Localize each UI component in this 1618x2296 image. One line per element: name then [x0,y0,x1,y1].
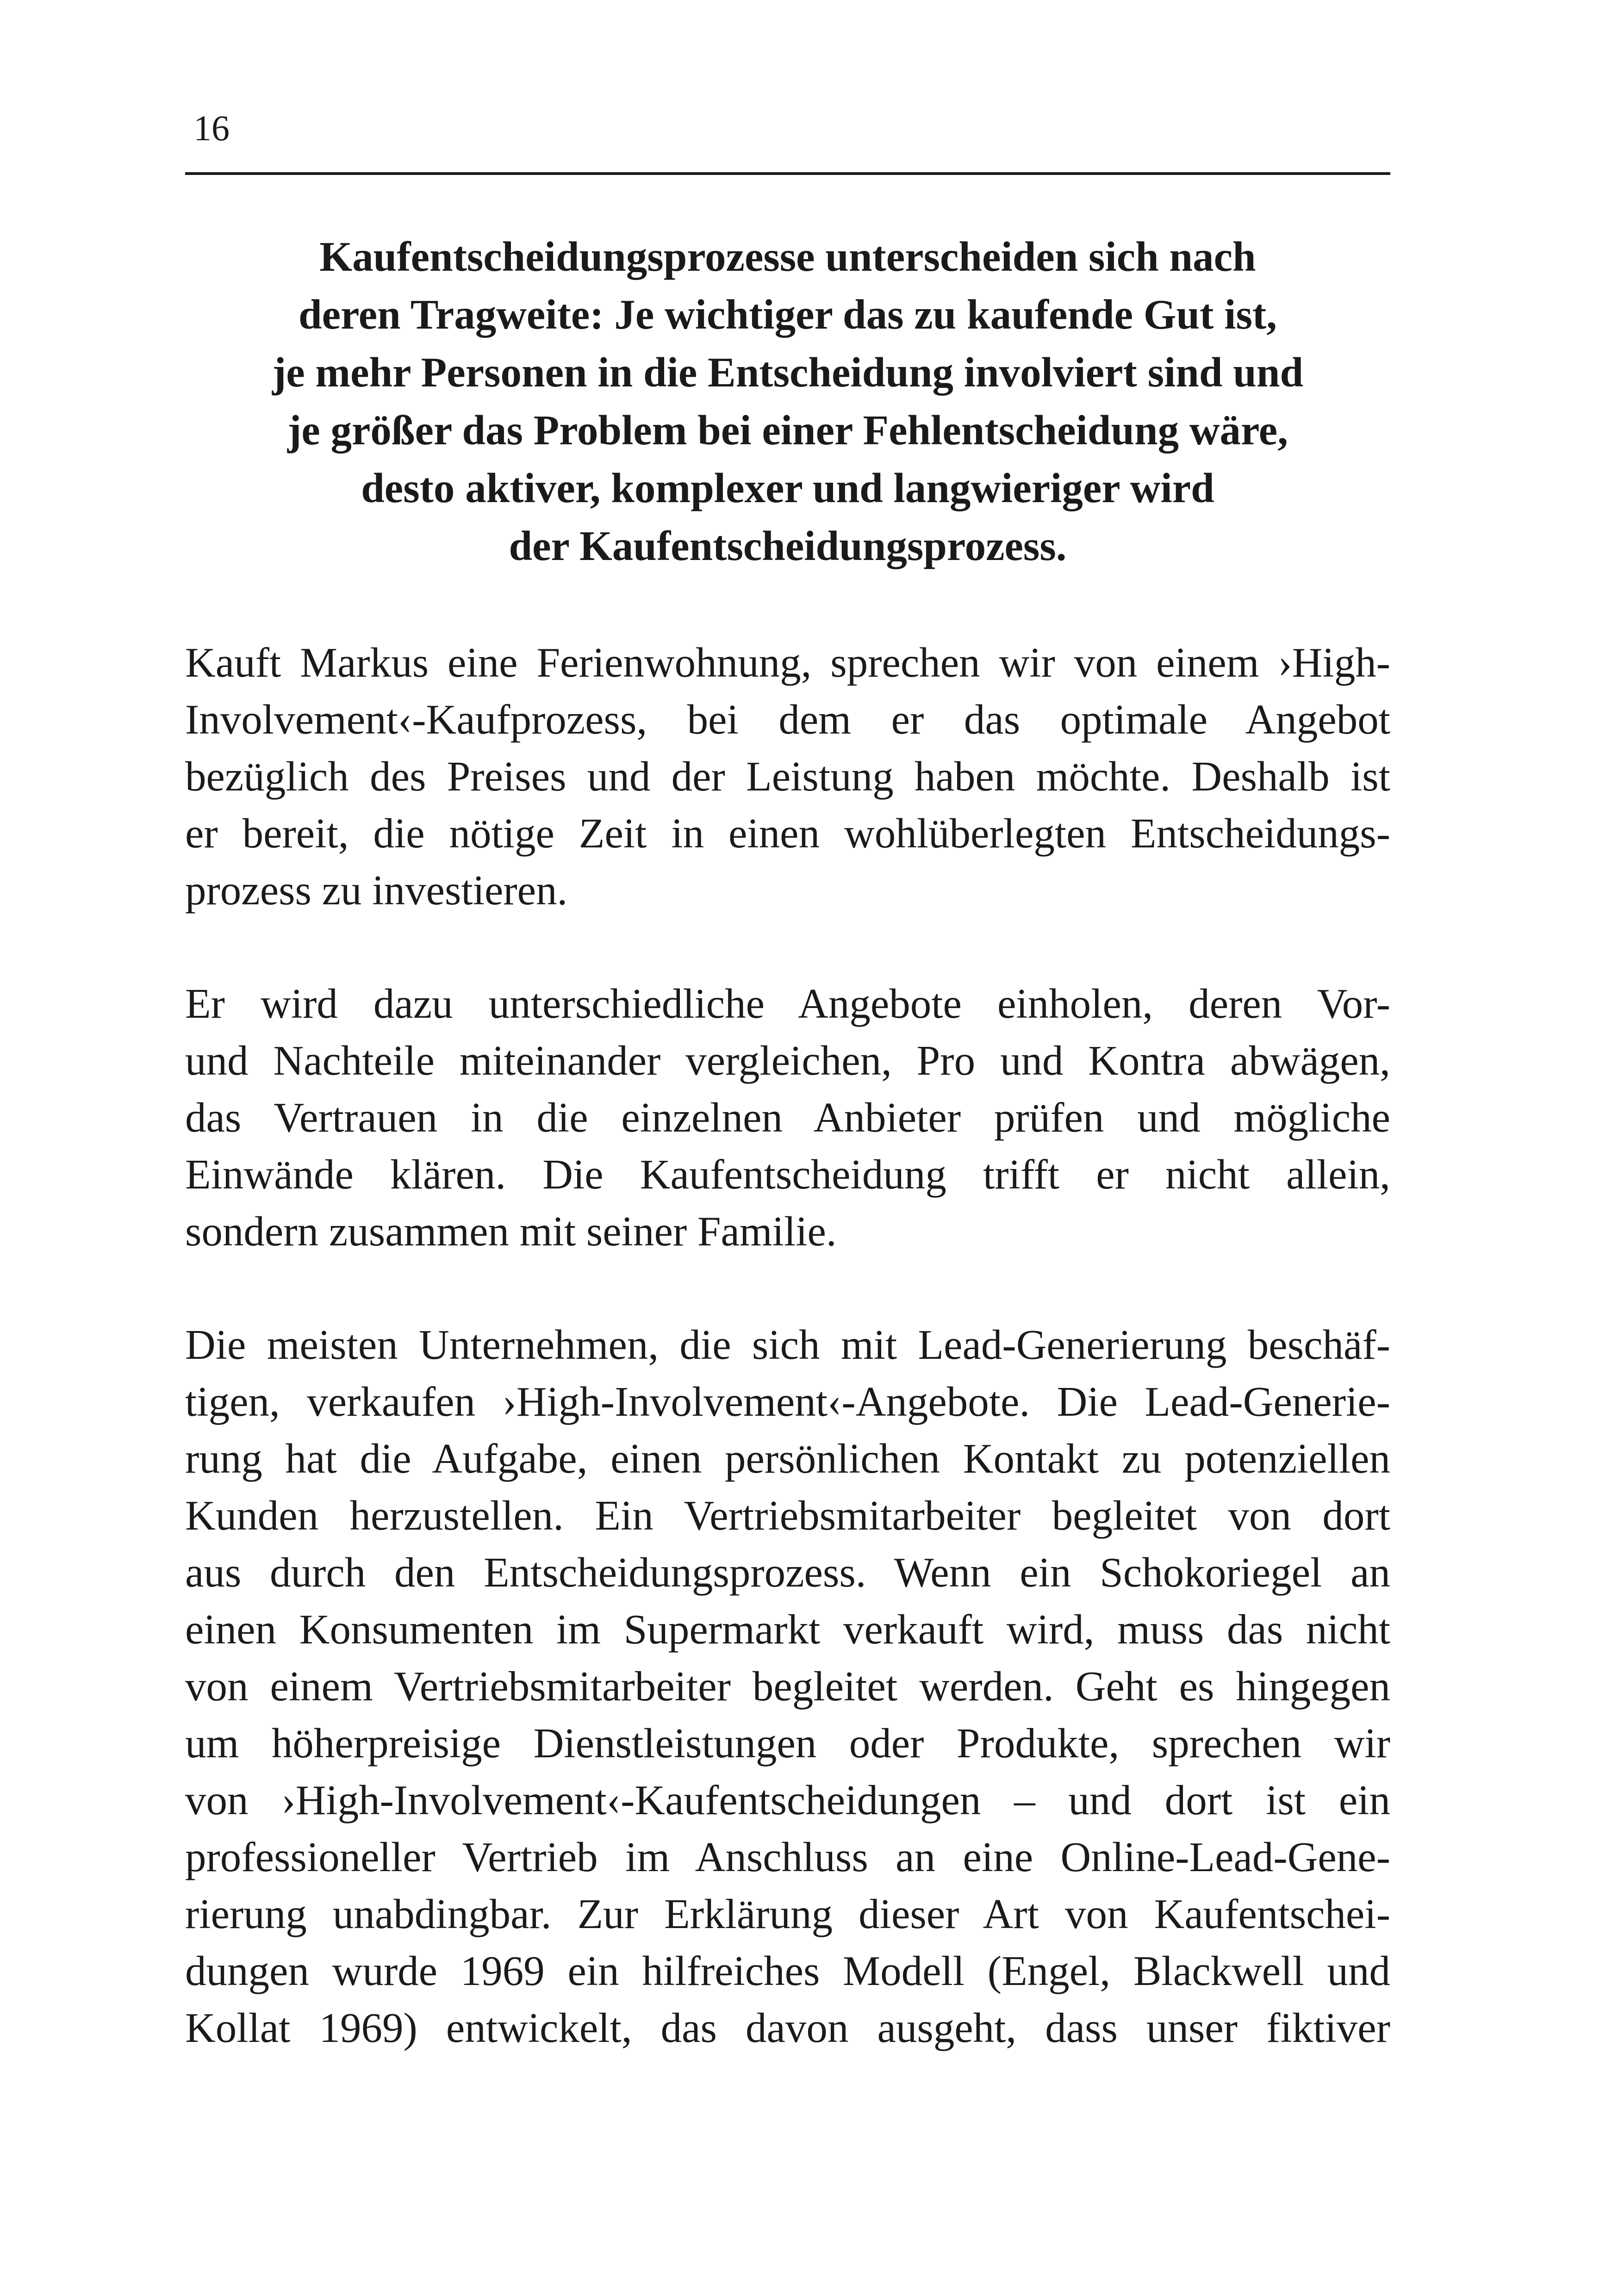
callout-line: je mehr Personen in die Entscheidung involviert sind und [272,349,1304,396]
paragraph-2 [185,975,1390,1260]
paragraph-1 [185,634,1390,919]
text-line: rierung unabdingbar. Zur Erklärung dieser Art von Kaufentschei- [185,1891,1390,1937]
callout-line: je größer das Problem bei einer Fehlentscheidung wäre, [287,407,1288,454]
paragraph-3 [185,1316,1390,2056]
text-line: bezüglich des Preises und der Leistung haben möchte. Deshalb ist [185,753,1390,800]
callout-line: der Kaufentscheidungsprozess. [509,523,1067,569]
body-text [185,634,1390,2113]
callout-line: desto aktiver, komplexer und langwieriger wird [361,465,1214,511]
text-line: Kauft Markus eine Ferienwohnung, sprechen wir von einem ›High- [185,639,1390,686]
callout-line: Kaufentscheidungsprozesse unterscheiden sich nach [319,233,1256,280]
callout-quote [185,228,1390,575]
text-line: prozess zu investieren. [185,867,568,914]
text-line: und Nachteile miteinander vergleichen, Pro und Kontra abwägen, [185,1037,1390,1084]
text-line: Er wird dazu unterschiedliche Angebote einholen, deren Vor- [185,980,1390,1027]
text-line: von ›High-Involvement‹-Kaufentscheidungen – und dort ist ein [185,1777,1390,1823]
text-line: von einem Vertriebsmitarbeiter begleitet werden. Geht es hingegen [185,1663,1390,1710]
text-line: Kunden herzustellen. Ein Vertriebsmitarbeiter begleitet von dort [185,1492,1390,1539]
text-line: dungen wurde 1969 ein hilfreiches Modell (Engel, Blackwell und [185,1948,1390,1994]
text-line: professioneller Vertrieb im Anschluss an eine Online-Lead-Gene- [185,1834,1390,1880]
text-line: Involvement‹-Kaufprozess, bei dem er das optimale Angebot [185,696,1390,743]
text-line: er bereit, die nötige Zeit in einen wohlüberlegten Entscheidungs- [185,810,1390,857]
text-line: das Vertrauen in die einzelnen Anbieter prüfen und mögliche [185,1094,1390,1141]
text-line: rung hat die Aufgabe, einen persönlichen Kontakt zu potenziellen [185,1435,1390,1482]
page-number: 16 [193,108,230,148]
text-line: Einwände klären. Die Kaufentscheidung trifft er nicht allein, [185,1151,1390,1198]
text-line: um höherpreisige Dienstleistungen oder Produkte, sprechen wir [185,1720,1390,1767]
text-line: einen Konsumenten im Supermarkt verkauft wird, muss das nicht [185,1606,1390,1653]
header-rule [185,172,1390,175]
text-line: tigen, verkaufen ›High-Involvement‹-Angebote. Die Lead-Generie- [185,1378,1390,1425]
text-line: sondern zusammen mit seiner Familie. [185,1208,837,1255]
text-line: Kollat 1969) entwickelt, das davon ausgeht, dass unser fiktiver [185,2004,1390,2051]
text-line: Die meisten Unternehmen, die sich mit Lead-Generierung beschäf- [185,1321,1390,1368]
text-line: aus durch den Entscheidungsprozess. Wenn ein Schokoriegel an [185,1549,1390,1596]
callout-line: deren Tragweite: Je wichtiger das zu kaufende Gut ist, [299,291,1277,338]
